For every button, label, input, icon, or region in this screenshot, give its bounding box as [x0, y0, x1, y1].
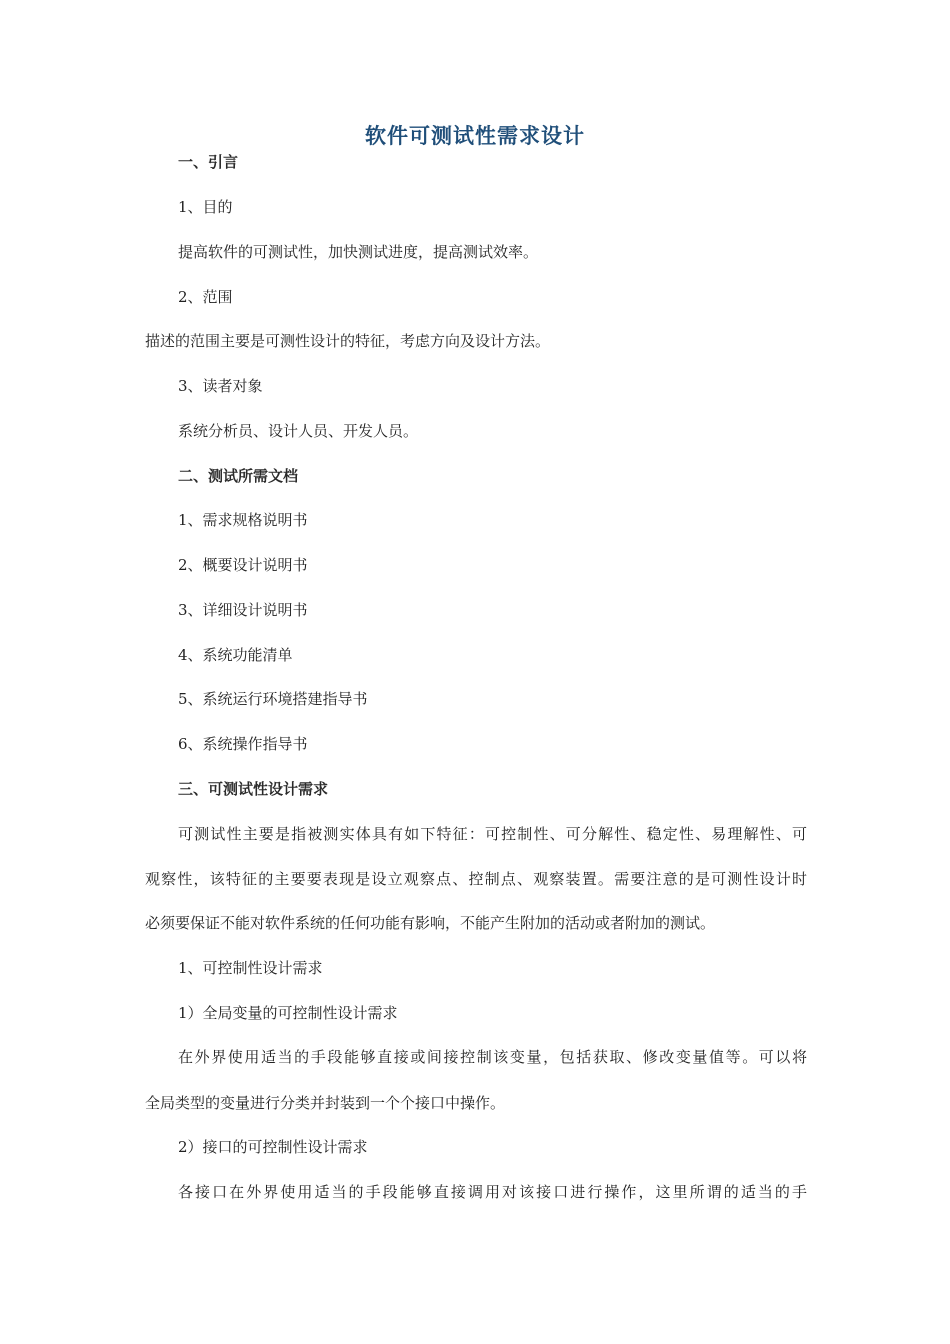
paragraph-interface-line: 各接口在外界使用适当的手段能够直接调用对该接口进行操作，这里所谓的适当的手 [178, 1183, 807, 1201]
paragraph-testability-line: 观察性，该特征的主要要表现是设立观察点、控制点、观察装置。需要注意的是可测性设计时 [145, 870, 807, 888]
subsection-interface: 2）接口的可控制性设计需求 [178, 1138, 368, 1156]
subsection-global-variable: 1）全局变量的可控制性设计需求 [178, 1004, 398, 1022]
paragraph-audience: 系统分析员、设计人员、开发人员。 [178, 422, 419, 440]
paragraph-global-variable-line: 在外界使用适当的手段能够直接或间接控制该变量，包括获取、修改变量值等。可以将 [178, 1048, 807, 1066]
list-item: 5、系统运行环境搭建指导书 [178, 690, 368, 708]
list-item: 2、概要设计说明书 [178, 556, 308, 574]
subsection-scope: 2、范围 [178, 288, 233, 306]
subsection-controllability: 1、可控制性设计需求 [178, 959, 323, 977]
list-item: 4、系统功能清单 [178, 646, 293, 664]
subsection-audience: 3、读者对象 [178, 377, 263, 395]
subsection-purpose: 1、目的 [178, 198, 233, 216]
section-heading-documents: 二、测试所需文档 [178, 467, 299, 485]
paragraph-purpose: 提高软件的可测试性，加快测试进度，提高测试效率。 [178, 243, 539, 261]
document-title: 软件可测试性需求设计 [365, 124, 585, 148]
section-heading-introduction: 一、引言 [178, 153, 239, 171]
paragraph-testability-line: 必须要保证不能对软件系统的任何功能有影响，不能产生附加的活动或者附加的测试。 [145, 914, 716, 932]
list-item: 1、需求规格说明书 [178, 511, 308, 529]
list-item: 6、系统操作指导书 [178, 735, 308, 753]
list-item: 3、详细设计说明书 [178, 601, 308, 619]
paragraph-testability-line: 可测试性主要是指被测实体具有如下特征：可控制性、可分解性、稳定性、易理解性、可 [178, 825, 807, 843]
paragraph-global-variable-line: 全局类型的变量进行分类并封装到一个个接口中操作。 [145, 1094, 506, 1112]
section-heading-testability: 三、可测试性设计需求 [178, 780, 329, 798]
paragraph-scope: 描述的范围主要是可测性设计的特征，考虑方向及设计方法。 [145, 332, 551, 350]
